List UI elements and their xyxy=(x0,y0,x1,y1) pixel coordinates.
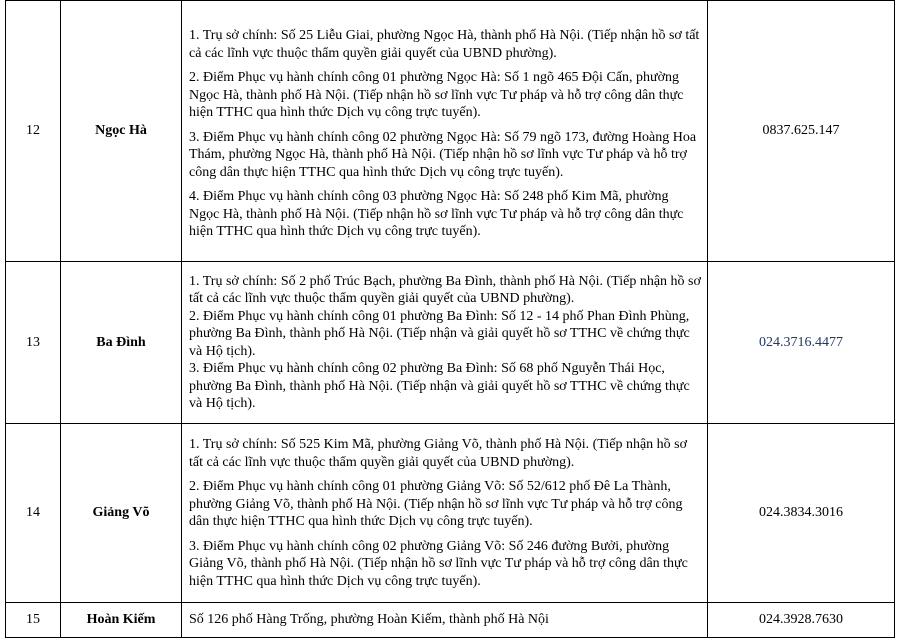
address-item: 1. Trụ sở chính: Số 525 Kim Mã, phường Giảng Võ, thành phố Hà Nội. (Tiếp nhận hồ sơ tất cả các lĩnh vực thuộc thẩm quyền giải quyết của UBND phường). xyxy=(189,437,688,470)
phone-number: 024.3834.3016 xyxy=(708,424,895,603)
phone-number: 0837.625.147 xyxy=(708,1,895,262)
ward-name: Giảng Võ xyxy=(61,424,182,603)
ward-office-table xyxy=(5,0,895,638)
address-cell xyxy=(182,603,708,638)
address-item: 1. Trụ sở chính: Số 25 Liễu Giai, phường Ngọc Hà, thành phố Hà Nội. (Tiếp nhận hồ sơ tất cả các lĩnh vực thuộc thẩm quyền giải quyết của UBND phường). xyxy=(189,28,700,61)
address-item: 2. Điểm Phục vụ hành chính công 01 phường Giảng Võ: Số 52/612 phố Đê La Thành, phường Giảng Võ, thành phố Hà Nội. (Tiếp nhận hồ sơ lĩnh vực Tư pháp và hỗ trợ công dân thực hiện TTHC qua hình thức Dịch vụ công trực tuyến). xyxy=(189,479,683,529)
address-item: 4. Điểm Phục vụ hành chính công 03 phường Ngọc Hà: Số 248 phố Kim Mã, phường Ngọc Hà, thành phố Hà Nội. (Tiếp nhận hồ sơ lĩnh vực Tư pháp và hỗ trợ công dân thực hiện TTHC qua hình thức Dịch vụ công trực tuyến). xyxy=(189,189,684,240)
address-item: 2. Điểm Phục vụ hành chính công 01 phường Ngọc Hà: Số 1 ngõ 465 Đội Cấn, phường Ngọc Hà, thành phố Hà Nội. (Tiếp nhận hồ sơ lĩnh vực Tư pháp và hỗ trợ công dân thực hiện TTHC qua hình thức Dịch vụ công trực tuyến). xyxy=(189,70,684,121)
ward-name: Ba Đình xyxy=(61,262,182,424)
ward-name: Hoàn Kiếm xyxy=(61,603,182,638)
table-row-ba-dinh xyxy=(6,262,895,424)
table-row-giang-vo xyxy=(6,424,895,603)
phone-number: 024.3716.4477 xyxy=(708,262,895,424)
table-row-ngoc-ha xyxy=(6,1,895,262)
address-item: 3. Điểm Phục vụ hành chính công 02 phường Giảng Võ: Số 246 đường Bưởi, phường Giảng Võ, thành phố Hà Nội. (Tiếp nhận hồ sơ lĩnh vực Tư pháp và hỗ trợ công dân thực hiện TTHC qua hình thức Dịch vụ công trực tuyến). xyxy=(189,538,688,589)
address-cell xyxy=(182,262,708,424)
row-number: 14 xyxy=(6,424,61,603)
address-item: 3. Điểm Phục vụ hành chính công 02 phường Ba Đình: Số 68 phố Nguyễn Thái Học, phường Ba Đình, thành phố Hà Nội. (Tiếp nhận và giải quyết hồ sơ TTHC về chứng thực và Hộ tịch). xyxy=(189,361,690,411)
address-cell xyxy=(182,424,708,603)
table-row-hoan-kiem xyxy=(6,603,895,638)
row-number: 13 xyxy=(6,262,61,424)
address-item: 3. Điểm Phục vụ hành chính công 02 phường Ngọc Hà: Số 79 ngõ 173, đường Hoàng Hoa Thám, phường Ngọc Hà, thành phố Hà Nội. (Tiếp nhận hồ sơ lĩnh vực Tư pháp và hỗ trợ công dân thực hiện TTHC qua hình thức Dịch vụ công trực tuyến). xyxy=(189,129,697,180)
ward-name: Ngọc Hà xyxy=(61,1,182,262)
row-number: 12 xyxy=(6,1,61,262)
address-cell xyxy=(182,1,708,262)
row-number: 15 xyxy=(6,603,61,638)
address-item: 1. Trụ sở chính: Số 2 phố Trúc Bạch, phường Ba Đình, thành phố Hà Nội. (Tiếp nhận hồ sơ tất cả các lĩnh vực thuộc thẩm quyền giải quyết của UBND phường). xyxy=(189,273,701,306)
address-item: Số 126 phố Hàng Trống, phường Hoàn Kiếm, thành phố Hà Nội xyxy=(189,612,549,628)
phone-number: 024.3928.7630 xyxy=(708,603,895,638)
address-item: 2. Điểm Phục vụ hành chính công 01 phường Ba Đình: Số 12 - 14 phố Phan Đình Phùng, phường Ba Đình, thành phố Hà Nội. (Tiếp nhận và giải quyết hồ sơ TTHC về chứng thực và Hộ tịch). xyxy=(189,308,690,359)
